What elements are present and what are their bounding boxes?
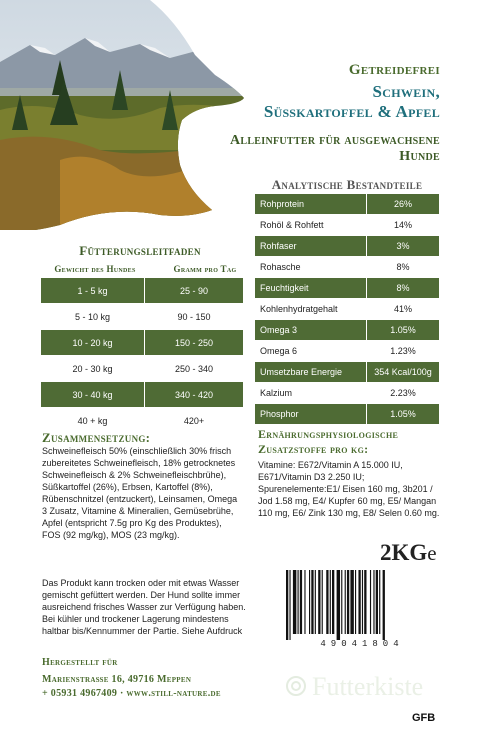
table-row [255, 299, 440, 320]
barcode-bar [326, 570, 328, 634]
barcode [282, 570, 442, 650]
usage-instructions: Das Produkt kann trocken oder mit etwas Wasser gemischt gefüttert werden. Der Hund sollte immer ausreichend frisches Wasser zur Verfügung haben. Bei kühler und trockener Lagerung mindestens haltbar bis/Kennummer der Partie. Siehe Aufdruck [42, 578, 246, 636]
table-row [41, 382, 244, 408]
barcode-bar [332, 570, 334, 634]
feeding-weight: 40 + kg [41, 408, 145, 434]
analytic-label: Omega 6 [255, 341, 367, 362]
composition-title: Zusammensetzung: [42, 430, 151, 445]
barcode-bar [322, 570, 323, 634]
barcode-bar [330, 570, 331, 634]
product-flavor-title [236, 82, 440, 122]
barcode-bar [300, 570, 302, 634]
analytic-value: 1.05% [367, 320, 440, 341]
analytic-value: 1.05% [367, 404, 440, 425]
barcode-bar [345, 570, 346, 634]
analytic-value: 41% [367, 299, 440, 320]
analytic-value: 1.23% [367, 341, 440, 362]
analytic-label: Rohprotein [255, 194, 367, 215]
table-row [255, 404, 440, 425]
analytic-value: 2.23% [367, 383, 440, 404]
feeding-weight: 10 - 20 kg [41, 330, 145, 356]
feeding-grams: 90 - 150 [144, 304, 243, 330]
table-row [255, 383, 440, 404]
barcode-bar [286, 570, 288, 640]
table-row [41, 356, 244, 382]
table-row [41, 330, 244, 356]
barcode-bar [337, 570, 340, 640]
feeding-grams: 250 - 340 [144, 356, 243, 382]
watermark-text: Futterkiste [312, 672, 424, 701]
barcode-bar [311, 570, 313, 634]
barcode-digits: 49041804 [320, 639, 404, 649]
feeding-guide-title: Fütterungsleitfaden [79, 243, 201, 258]
barcode-bar [383, 570, 385, 640]
analytic-label: Rohfaser [255, 236, 367, 257]
barcode-bar [347, 570, 349, 634]
analytic-constituents-title: Analytische Bestandteile [271, 177, 423, 192]
analytic-label: Kalzium [255, 383, 367, 404]
feeding-table [40, 277, 244, 434]
barcode-bar [293, 570, 296, 634]
feeding-weight: 1 - 5 kg [41, 278, 145, 304]
additives-title-line-1: Ernährungsphysiologische [258, 427, 399, 441]
table-row [41, 278, 244, 304]
analytic-value: 8% [367, 257, 440, 278]
analytic-label: Phosphor [255, 404, 367, 425]
analytic-label: Rohasche [255, 257, 367, 278]
table-row [255, 236, 440, 257]
barcode-bar [318, 570, 320, 634]
additives-text: Vitamine: E672/Vitamin A 15.000 IU, E671/Vitamin D3 2.250 IU; Spurenelemente:E1/ Eisen 160 mg, 3b201 / Jod 1.58 mg, E4/ Kupfer 60 mg, E5/ Mangan 110 mg, E6/ Zink 130 mg, E8/ Selen 0.60 mg. [258, 460, 440, 518]
analytic-label: Umsetzbare Energie [255, 362, 367, 383]
analytic-table [254, 193, 440, 425]
table-row [255, 320, 440, 341]
barcode-bar [379, 570, 380, 634]
footer-code: GFB [412, 712, 436, 724]
feeding-grams: 420+ [144, 408, 243, 434]
analytic-value: 354 Kcal/100g [367, 362, 440, 383]
feeding-weight: 5 - 10 kg [41, 304, 145, 330]
barcode-bar [370, 570, 371, 634]
additives-title [258, 427, 448, 457]
barcode-bar [362, 570, 363, 634]
composition-text: Schweinefleisch 50% (einschließlich 30% frisch zubereitetes Schweinefleisch, 18% getrocknetes Schweinefleisch & 2% Schweinefleischbrühe), Süßkartoffel (26%), Erbsen, Kartoffel (8%), Rübenschnitzel (entzuckert), Leinsamen, Omega 3 Zusatz, Vitamine & Mineralien, Gemüsebrühe, Apfel (entspricht 7.5g pro Kg des Produktes), FOS (92 mg/kg), MOS (23 mg/kg). [42, 446, 238, 540]
complete-food-subtitle: Alleinfutter für ausgewachsene Hunde [229, 133, 440, 164]
manufacturer-address: Marienstraße 16, 49716 Meppen [42, 674, 192, 685]
barcode-bar [289, 570, 290, 640]
wolf-landscape-image [0, 0, 250, 230]
feeding-col-weight-header: Gewicht des Hundes [54, 264, 136, 274]
barcode-bar [341, 570, 342, 634]
feeding-col-grams-header: Gramm pro Tag [173, 264, 237, 274]
grain-free-label: Getreidefrei [348, 62, 440, 78]
barcode-bar [376, 570, 378, 634]
analytic-label: Feuchtigkeit [255, 278, 367, 299]
analytic-value: 8% [367, 278, 440, 299]
estimated-sign: e [427, 541, 437, 565]
feeding-grams: 340 - 420 [144, 382, 243, 408]
analytic-value: 26% [367, 194, 440, 215]
feeding-grams: 150 - 250 [144, 330, 243, 356]
analytic-label: Kohlenhydratgehalt [255, 299, 367, 320]
analytic-value: 3% [367, 236, 440, 257]
table-row [255, 194, 440, 215]
barcode-bar [355, 570, 356, 634]
net-weight-value: 2KG [380, 540, 428, 565]
analytic-label: Rohöl & Rohfett [255, 215, 367, 236]
barcode-bar [315, 570, 316, 634]
feeding-grams: 25 - 90 [144, 278, 243, 304]
barcode-bar [373, 570, 374, 634]
table-row [255, 362, 440, 383]
barcode-bar [298, 570, 299, 634]
barcode-bar [304, 570, 305, 634]
futterkiste-watermark [282, 666, 452, 706]
table-row [255, 278, 440, 299]
manufacturer-label: Hergestellt für [42, 657, 118, 668]
barcode-bar [358, 570, 360, 634]
barcode-bar [309, 570, 310, 634]
analytic-label: Omega 3 [255, 320, 367, 341]
table-row [41, 304, 244, 330]
feeding-weight: 20 - 30 kg [41, 356, 145, 382]
analytic-value: 14% [367, 215, 440, 236]
table-row [255, 215, 440, 236]
flavor-line-1: Schwein, [372, 82, 440, 101]
barcode-bar [350, 570, 353, 634]
manufacturer-contact: + 05931 4967409 · www.still-nature.de [42, 688, 221, 699]
flavor-line-2: Süßkartoffel & Apfel [263, 102, 440, 121]
feeding-weight: 30 - 40 kg [41, 382, 145, 408]
table-row [255, 341, 440, 362]
additives-title-line-2: Zusatzstoffe pro kg: [258, 442, 369, 456]
net-weight [380, 540, 437, 566]
table-row [255, 257, 440, 278]
barcode-bar [364, 570, 366, 634]
